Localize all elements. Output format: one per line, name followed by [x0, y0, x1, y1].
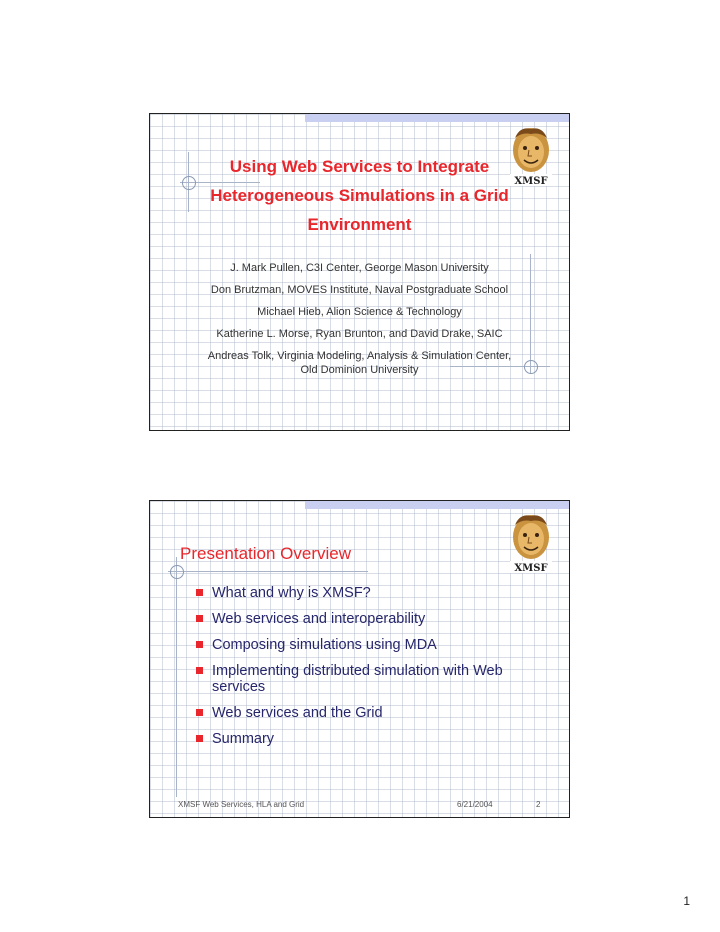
- list-item: Composing simulations using MDA: [196, 637, 516, 653]
- svg-text:XMSF: XMSF: [514, 563, 548, 574]
- slide-title-text: Using Web Services to Integrate Heterogeneous Simulations in a Grid Environment: [210, 157, 509, 234]
- list-item: Implementing distributed simulation with Web services: [196, 663, 516, 695]
- author-list: [150, 261, 569, 385]
- author-line: Katherine L. Morse, Ryan Brunton, and David Drake, SAIC: [216, 328, 503, 340]
- bullet-square-icon: [196, 589, 203, 596]
- author-line: Old Dominion University: [300, 364, 419, 376]
- svg-text:XMSF: XMSF: [514, 176, 548, 187]
- bullet-square-icon: [196, 667, 203, 674]
- bullet-square-icon: [196, 735, 203, 742]
- bullet-list: [196, 585, 516, 757]
- footer-date: 6/21/2004: [457, 800, 493, 809]
- footer-title: XMSF Web Services, HLA and Grid: [178, 800, 305, 809]
- bullet-square-icon: [196, 709, 203, 716]
- slide-heading: Presentation Overview: [180, 544, 352, 563]
- page-number: 1: [683, 894, 690, 908]
- list-item: Summary: [196, 731, 516, 747]
- decor-circle: [170, 565, 184, 579]
- author-line: Michael Hieb, Alion Science & Technology: [257, 306, 462, 318]
- slide-title: [149, 113, 570, 431]
- footer-slide-number: 2: [536, 800, 541, 809]
- list-item: What and why is XMSF?: [196, 585, 516, 601]
- author-line: Don Brutzman, MOVES Institute, Naval Postgraduate School: [210, 284, 509, 296]
- list-item: Web services and the Grid: [196, 705, 516, 721]
- list-item: Web services and interoperability: [196, 611, 516, 627]
- slide-top-bar: [305, 501, 570, 509]
- author-line: Andreas Tolk, Virginia Modeling, Analysis & Simulation Center,: [207, 350, 512, 362]
- slide-overview: [149, 500, 570, 818]
- xmsf-logo: [508, 511, 554, 575]
- bullet-square-icon: [196, 615, 203, 622]
- author-line: J. Mark Pullen, C3I Center, George Mason University: [230, 262, 489, 274]
- bullet-square-icon: [196, 641, 203, 648]
- slide-top-bar: [305, 114, 570, 122]
